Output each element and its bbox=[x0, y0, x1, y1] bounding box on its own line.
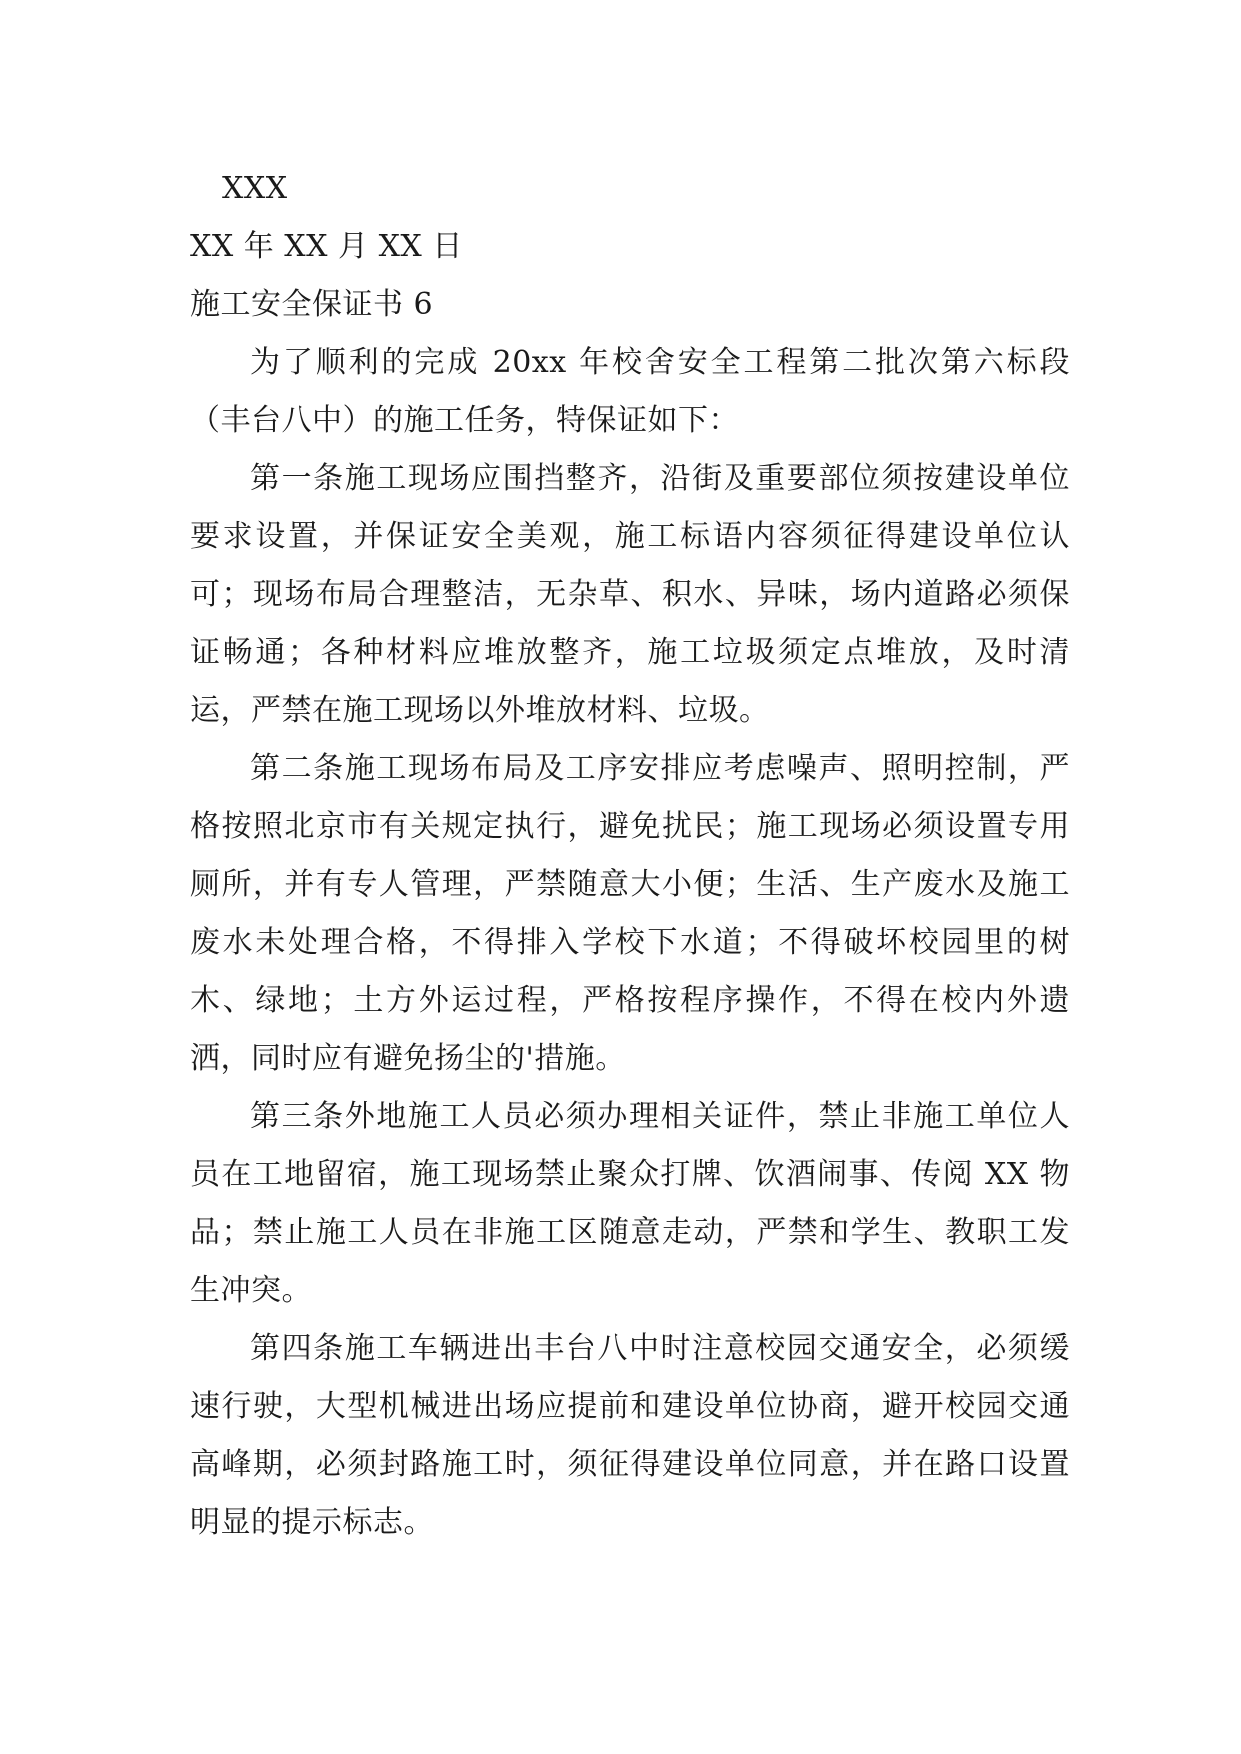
paragraph-article-2: 第二条施工现场布局及工序安排应考虑噪声、照明控制，严格按照北京市有关规定执行，避免扰民；施工现场必须设置专用厕所，并有专人管理，严禁随意大小便；生活、生产废水及施工废水未处理合格，不得排入学校下水道；不得破坏校园里的树木、绿地；土方外运过程，严格按程序操作，不得在校内外遗洒，同时应有避免扬尘的'措施。 bbox=[190, 751, 1070, 1076]
paragraph-article-3: 第三条外地施工人员必须办理相关证件，禁止非施工单位人员在工地留宿，施工现场禁止聚众打牌、饮酒闹事、传阅 XX 物品；禁止施工人员在非施工区随意走动，严禁和学生、教职工发生冲突。 bbox=[190, 1099, 1070, 1308]
document-title: 施工安全保证书 6 bbox=[190, 287, 434, 322]
document-body bbox=[190, 160, 1070, 1552]
paragraph-intro: 为了顺利的完成 20xx 年校舍安全工程第二批次第六标段（丰台八中）的施工任务，特保证如下： bbox=[190, 345, 1070, 438]
paragraph-article-4: 第四条施工车辆进出丰台八中时注意校园交通安全，必须缓速行驶，大型机械进出场应提前和建设单位协商，避开校园交通高峰期，必须封路施工时，须征得建设单位同意，并在路口设置明显的提示标志。 bbox=[190, 1331, 1070, 1540]
signature-date: XX 年 XX 月 XX 日 bbox=[190, 229, 463, 264]
paragraph-article-1: 第一条施工现场应围挡整齐，沿街及重要部位须按建设单位要求设置，并保证安全美观，施工标语内容须征得建设单位认可；现场布局合理整洁，无杂草、积水、异味，场内道路必须保证畅通；各种材料应堆放整齐，施工垃圾须定点堆放，及时清运，严禁在施工现场以外堆放材料、垃圾。 bbox=[190, 461, 1070, 728]
signature-name: XXX bbox=[222, 171, 288, 206]
